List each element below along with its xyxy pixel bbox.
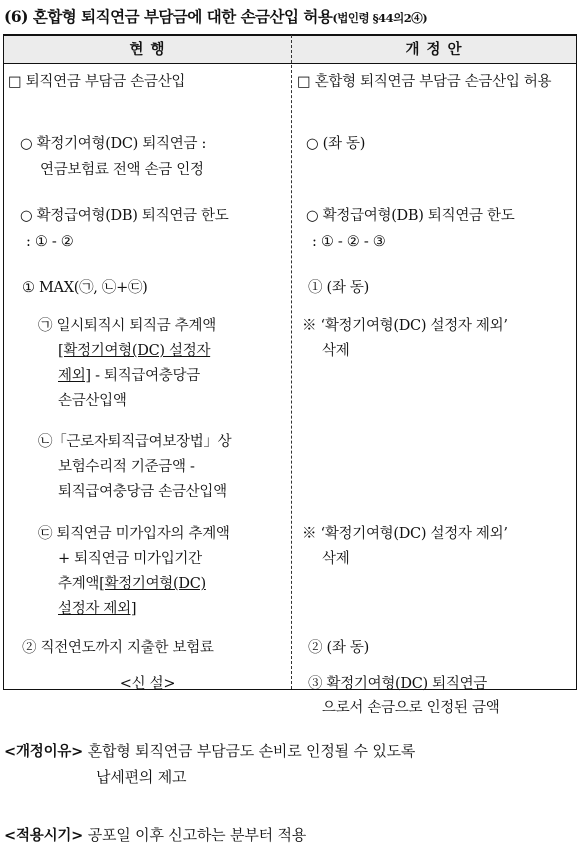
current-item-c-line3-plain: 추계액 — [58, 576, 100, 592]
current-item-c-line3-underlined: [확정기여형(DC) — [99, 576, 206, 592]
apply-line — [4, 822, 306, 849]
current-dc-line2: 연금보험료 전액 손금 인정 — [40, 162, 204, 178]
revised-item-c-line2: 삭제 — [322, 551, 350, 567]
revised-new-line1: ③ 확정기여형(DC) 퇴직연금 — [308, 676, 488, 692]
current-item-a-line3-underlined: 제외] — [58, 368, 91, 384]
revised-dc: ○ (좌 동) — [306, 136, 366, 152]
current-item-a-line3-rest: - 퇴직급여충당금 — [90, 368, 200, 384]
reason-text-line2: 납세편의 제고 — [96, 768, 187, 786]
reason-text-line1: 혼합형 퇴직연금 부담금도 손비로 인정될 수 있도록 — [87, 742, 416, 760]
current-new-placeholder: <신 설> — [119, 676, 176, 692]
table-header — [4, 35, 576, 64]
current-db-line1: ○ 확정급여형(DB) 퇴직연금 한도 — [20, 208, 229, 224]
header-revised: 개 정 안 — [405, 41, 463, 58]
apply-label: <적용시기> — [4, 828, 84, 844]
revised-max: ① (좌 동) — [308, 280, 369, 296]
reason-line1 — [4, 738, 415, 765]
current-item-c-line3 — [58, 573, 288, 595]
current-item-a-line1: ㉠ 일시퇴직시 퇴직금 추계액 — [38, 318, 216, 334]
column-divider — [291, 35, 292, 689]
current-item-a-line2: [확정기여형(DC) 설정자 — [58, 343, 211, 359]
reason-label: <개정이유> — [4, 744, 84, 760]
section-title — [4, 5, 578, 27]
revised-db-line2: : ① - ② - ③ — [312, 234, 386, 250]
current-item-a-line4: 손금산입액 — [58, 393, 127, 409]
current-item-b-line3: 퇴직급여충당금 손금산입액 — [58, 484, 227, 500]
header-current: 현 행 — [129, 41, 166, 58]
revised-db-line1: ○ 확정급여형(DB) 퇴직연금 한도 — [306, 208, 515, 224]
comparison-table — [3, 34, 577, 716]
current-heading: □ 퇴직연금 부담금 손금산입 — [8, 74, 186, 90]
revised-premium: ② (좌 동) — [308, 640, 369, 656]
section-title-main: (6) 혼합형 퇴직연금 부담금에 대한 손금산입 허용 — [4, 7, 333, 26]
current-item-b-line2: 보험수리적 기준금액 - — [58, 459, 195, 475]
current-premium: ② 직전연도까지 지출한 보험료 — [22, 640, 214, 656]
revised-item-a-line1: ※ ‘확정기여형(DC) 설정자 제외’ — [302, 318, 508, 334]
revised-new-line2: 으로서 손금으로 인정된 금액 — [322, 700, 500, 716]
current-item-b-line1: ㉡「근로자퇴직급여보장법」상 — [38, 434, 232, 450]
revised-heading: □ 혼합형 퇴직연금 부담금 손금산입 허용 — [297, 74, 552, 90]
current-max-formula: ① MAX(㉠, ㉡+㉢) — [22, 280, 148, 296]
current-item-c-line4: 설정자 제외] — [58, 601, 137, 617]
current-item-a-line3 — [58, 365, 288, 387]
current-dc-line1: ○ 확정기여형(DC) 퇴직연금 : — [20, 136, 207, 152]
revised-item-c-line1: ※ ‘확정기여형(DC) 설정자 제외’ — [302, 526, 508, 542]
apply-text: 공포일 이후 신고하는 분부터 적용 — [87, 826, 307, 844]
current-item-c-line2: + 퇴직연금 미가입기간 — [58, 551, 202, 567]
law-reference: (법인령 §44의2④) — [332, 11, 428, 25]
current-item-c-line1: ㉢ 퇴직연금 미가입자의 추계액 — [38, 526, 230, 542]
current-db-line2: : ① - ② — [26, 234, 74, 250]
revised-item-a-line2: 삭제 — [322, 343, 350, 359]
